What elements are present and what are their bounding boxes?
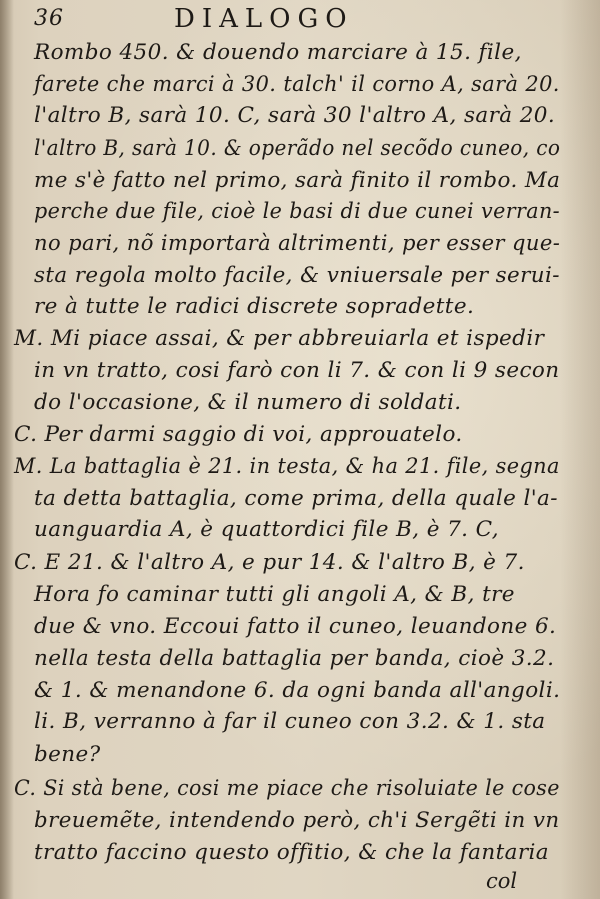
text-line: Rombo 450. & douendo marciare à 15. file, — [34, 40, 522, 65]
text-line: bene? — [34, 742, 101, 767]
speaker-line: C. E 21. & l'altro A, e pur 14. & l'altro B, è 7. — [14, 550, 525, 575]
text-line: sta regola molto facile, & vniuersale per serui- — [34, 263, 560, 288]
text-line: breuemẽte, intendendo però, ch'i Sergẽti in vn — [34, 808, 560, 833]
speaker-line: C. Per darmi saggio di voi, approuatelo. — [14, 422, 463, 447]
text-line: uanguardia A, è quattordici file B, è 7. C, — [34, 517, 499, 542]
text-line: in vn tratto, cosi farò con li 7. & con li 9 secon — [34, 358, 560, 383]
text-line: do l'occasione, & il numero di soldati. — [34, 390, 462, 415]
text-line: l'altro B, sarà 10. C, sarà 30 l'altro A, sarà 20. — [34, 103, 556, 128]
speaker-line: C. Si stà bene, cosi me piace che risoluiate le cose — [14, 776, 560, 801]
text-line: tratto faccino questo offitio, & che la fantaria — [34, 840, 550, 865]
text-line: farete che marci à 30. talch' il corno A, sarà 20. — [34, 72, 560, 97]
text-line: perche due file, cioè le basi di due cunei verran- — [34, 199, 561, 224]
speaker-line: M. Mi piace assai, & per abbreuiarla et ispedir — [14, 326, 545, 351]
speaker-line: M. La battaglia è 21. in testa, & ha 21. file, segna — [14, 454, 560, 479]
text-line: l'altro B, sarà 10. & operãdo nel secõdo cuneo, co — [34, 136, 561, 161]
running-title: DIALOGO — [174, 4, 354, 34]
catchword: col — [486, 869, 518, 893]
text-line: nella testa della battaglia per banda, cioè 3.2. — [34, 646, 555, 671]
text-line: due & vno. Eccoui fatto il cuneo, leuandone 6. — [34, 614, 557, 639]
text-line: re à tutte le radici discrete sopradette. — [34, 294, 475, 319]
text-line: li. B, verranno à far il cuneo con 3.2. & 1. sta — [34, 709, 546, 734]
text-line: & 1. & menandone 6. da ogni banda all'angoli. — [34, 678, 561, 703]
text-line: Hora fo caminar tutti gli angoli A, & B, tre — [34, 582, 515, 607]
page-number: 36 — [34, 6, 64, 31]
text-line: ta detta battaglia, come prima, della quale l'a- — [34, 486, 558, 511]
text-line: me s'è fatto nel primo, sarà finito il rombo. Ma — [34, 168, 561, 193]
text-line: no pari, nõ importarà altrimenti, per esser que- — [34, 231, 561, 256]
